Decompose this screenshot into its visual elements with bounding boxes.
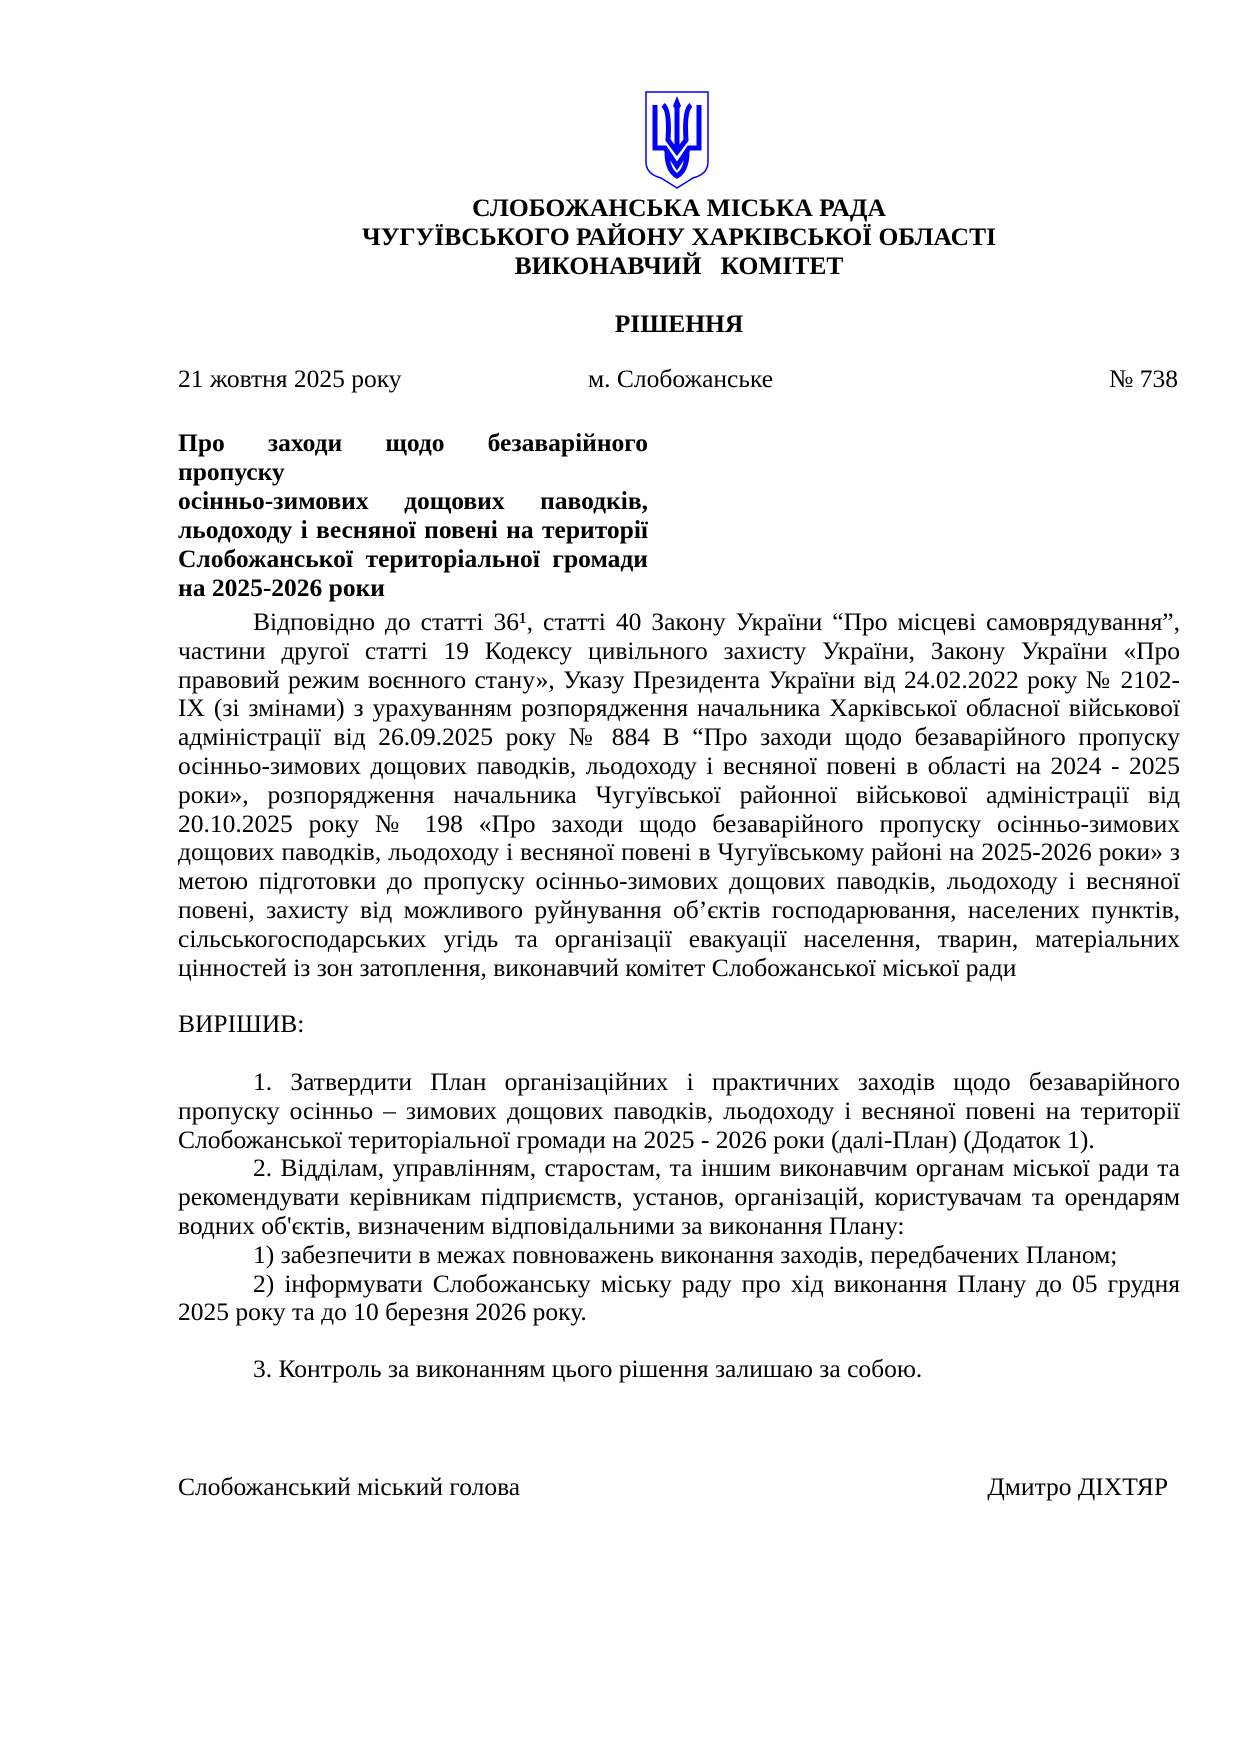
resolved-heading: ВИРІШИВ: (178, 1009, 305, 1038)
resolution-items (178, 1068, 1180, 1384)
resolution-item: 3. Контроль за виконанням цього рішення залишаю за собою. (253, 1354, 923, 1384)
subject-line: осінньо-зимових дощових паводків, (178, 486, 648, 515)
header-line: СЛОБОЖАНСЬКА МІСЬКА РАДА (472, 193, 886, 222)
header-line: ВИКОНАВЧИЙ КОМІТЕТ (514, 251, 844, 280)
coat-of-arms-icon (643, 90, 711, 190)
document-place: м. Слобожанське (588, 364, 774, 393)
signatory-name: Дмитро ДІХТЯР (987, 1472, 1168, 1501)
subject-line: на 2025-2026 роки (178, 573, 386, 602)
date-place-number-row (178, 364, 1178, 394)
resolution-subitem: 1) забезпечити в межах повноважень виконання заходів, передбачених Планом; (253, 1239, 1118, 1269)
document-date: 21 жовтня 2025 року (178, 364, 402, 393)
resolution-subitem: 2) інформувати Слобожанську міську раду про хід виконання Плану до 05 грудня 2025 року та до 10 березня 2026 року. (178, 1268, 1180, 1327)
subject-line: льодоходу і весняної повені на території (178, 515, 648, 544)
resolution-item: 2. Відділам, управлінням, старостам, та іншим виконавчим органам міської ради та рекомендувати керівникам підприємств, установ, організацій, користувачам та орендарям водних об'єктів, визначеним відповідальними за виконання Плану: (178, 1153, 1180, 1240)
resolution-item: 1. Затвердити План організаційних і практичних заходів щодо безаварійного пропуску осінньо – зимових дощових паводків, льодоходу і весняної повені на території Слобожанської територіальної громади на 2025 - 2026 роки (далі-План) (Додаток 1). (178, 1067, 1180, 1154)
signatory-position: Слобожанський міський голова (178, 1472, 521, 1501)
header-line: ЧУГУЇВСЬКОГО РАЙОНУ ХАРКІВСЬКОЇ ОБЛАСТІ (361, 222, 997, 251)
preamble-paragraph: Відповідно до статті 36¹, статті 40 Закону України “Про місцеві самоврядування”, частини другої статті 19 Кодексу цивільного захисту України, Закону України «Про правовий режим воєнного стану», Указу Президента України від 24.02.2022 року № 2102-ІХ (зі змінами) з урахуванням розпорядження начальника Харківської обласної військової адміністрації від 26.09.2025 року № 884 В “Про заходи щодо безаварійного пропуску осінньо-зимових дощових паводків, льодоходу і весняної повені в області на 2024 - 2025 роки», розпорядження начальника Чугуївської районної військової адміністрації від 20.10.2025 року № 198 «Про заходи щодо безаварійного пропуску осінньо-зимових дощових паводків, льодоходу і весняної повені в Чугуївському районі на 2025-2026 роки» з метою підготовки до пропуску осінньо-зимових дощових паводків, льодоходу і весняної повені, захисту від можливого руйнування об’єктів господарювання, населених пунктів, сільськогосподарських угідь та організації евакуації населення, тварин, матеріальних цінностей із зон затоплення, виконавчий комітет Слобожанської міської ради (178, 607, 1180, 982)
document-number: № 738 (1109, 364, 1178, 393)
document-subject (178, 428, 648, 602)
signature-block (178, 1472, 1168, 1502)
subject-line: Про заходи щодо безаварійного пропуску (178, 428, 648, 486)
subject-line: Слобожанської територіальної громади (178, 544, 648, 573)
document-type: РІШЕННЯ (614, 309, 744, 338)
issuer-header (0, 193, 1240, 280)
